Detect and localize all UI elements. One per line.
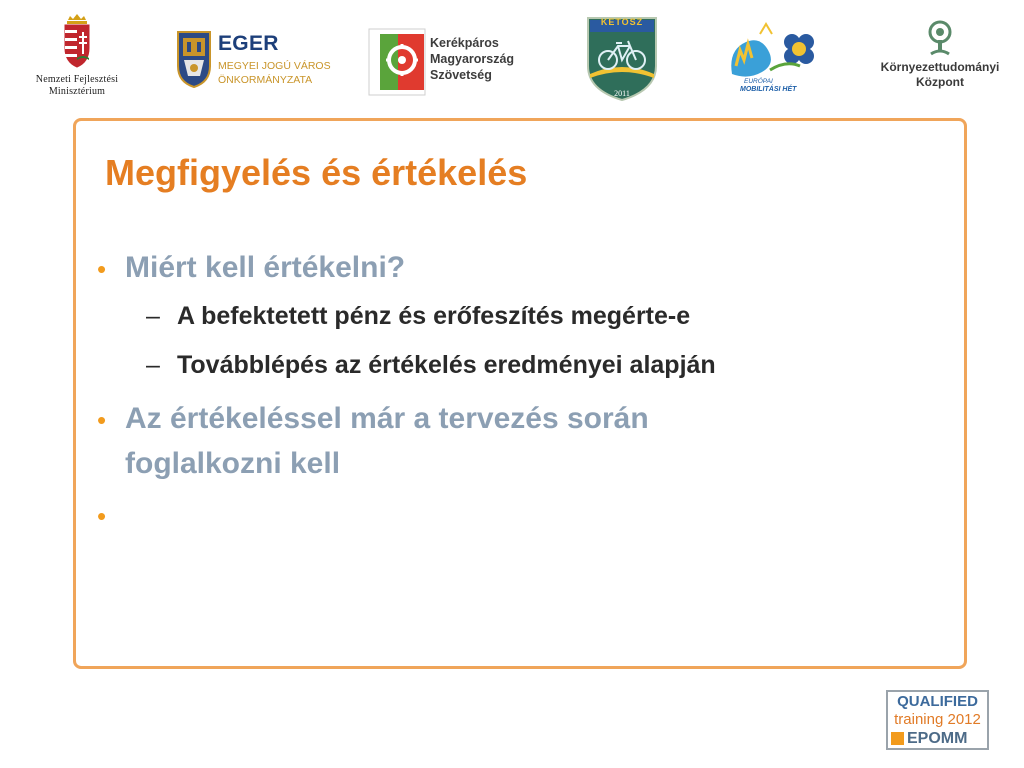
eger-logo [174,30,344,90]
nfm-line2: Minisztérium [48,86,106,97]
ktk-line2: Központ [916,75,964,89]
dash-marker: – [146,351,160,379]
eger-subtitle-line1: MEGYEI JOGÚ VÁROS [218,60,331,72]
nfm-name [18,74,136,98]
epomm-square-icon [891,732,904,745]
kerekparos-szovetseg-logo [368,28,543,96]
kmsz-line3: Szövetség [430,68,492,82]
eger-subtitle-line2: ÖNKORMÁNYZATA [218,74,313,86]
nfm-logo [18,14,136,100]
qualified-training-badge [886,690,989,750]
content-frame [73,118,967,669]
badge-line2: training 2012 [894,711,981,728]
bullet-marker: • [97,501,107,531]
kornyezettudomanyi-kozpont-logo [870,20,1010,90]
header-logo-strip [0,0,1024,108]
bullet-marker: • [97,405,107,435]
emh-line1: EURÓPAI [744,78,773,85]
dash-marker: – [146,302,160,330]
european-mobility-week-logo [726,20,822,98]
ketosz-name: KETOSZ [600,17,644,27]
badge-line1: QUALIFIED [897,693,978,710]
nfm-line1: Nemzeti Fejlesztési [35,74,119,85]
bullet-marker: • [97,254,107,284]
kmsz-line2: Magyarország [430,52,515,66]
eger-coat-of-arms-icon [174,30,214,88]
emh-line2: MOBILITÁSI HÉT [740,86,797,93]
slide-title: Megfigyelés és értékelés [105,152,528,193]
eger-name: EGER [218,32,279,55]
sub-bullet-text: Továbblépés az értékelés eredményei alapján [177,351,716,379]
bullet-text-line2: foglalkozni kell [125,447,341,480]
ketosz-shield-logo [586,16,662,102]
bullet-text-line1: Az értékeléssel már a tervezés során [125,402,649,435]
hungarian-coat-of-arms-icon [62,14,92,68]
ketosz-year: 2011 [614,89,630,98]
ktk-line1: Környezettudományi [880,60,1000,74]
bicycle-gear-icon [368,28,426,96]
kmsz-line1: Kerékpáros [430,36,499,50]
bullet-text: Miért kell értékelni? [125,251,406,284]
mobility-week-flower-icon [726,20,822,82]
sub-bullet-text: A befektetett pénz és erőfeszítés megérte-e [177,302,691,330]
badge-line3: EPOMM [907,730,968,747]
tree-icon [923,20,957,58]
